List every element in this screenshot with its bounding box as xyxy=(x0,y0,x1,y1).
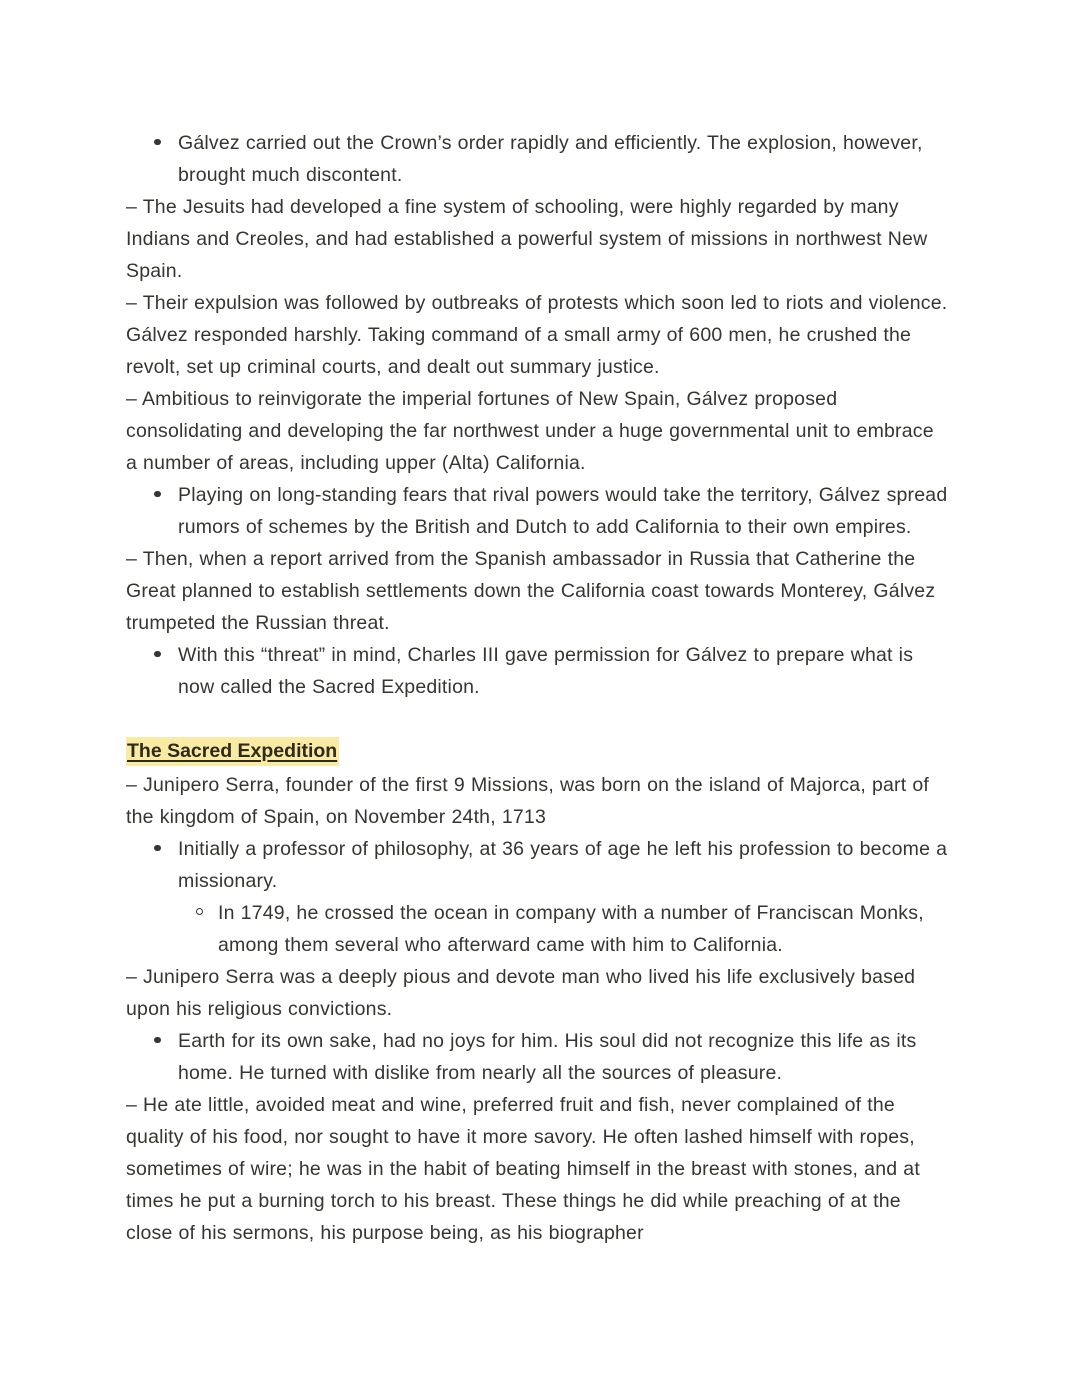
bullet-disc-icon xyxy=(154,833,161,865)
list-item[interactable] xyxy=(126,639,950,703)
paragraph[interactable]: – The Jesuits had developed a fine system of schooling, were highly regarded by many Indians and Creoles, and had established a powerful system of missions in northwest New Spain. xyxy=(126,196,928,282)
paragraph[interactable]: – Ambitious to reinvigorate the imperial fortunes of New Spain, Gálvez proposed consolidating and developing the far northwest under a huge governmental unit to embrace a number of areas, including upper (Alta) California. xyxy=(126,388,934,474)
list-item[interactable] xyxy=(126,127,950,191)
sub-list-item-text: In 1749, he crossed the ocean in company with a number of Franciscan Monks, among them several who afterward came with him to California. xyxy=(218,902,924,956)
paragraph[interactable]: – Their expulsion was followed by outbreaks of protests which soon led to riots and violence. Gálvez responded harshly. Taking command of a small army of 600 men, he crushed the revolt, set up criminal courts, and dealt out summary justice. xyxy=(126,292,948,378)
bullet-disc-icon xyxy=(154,1025,161,1057)
paragraph[interactable]: – Then, when a report arrived from the Spanish ambassador in Russia that Catherine the Great planned to establish settlements down the California coast towards Monterey, Gálvez trumpeted the Russian threat. xyxy=(126,548,936,634)
list-item-text: With this “threat” in mind, Charles III gave permission for Gálvez to prepare what is now called the Sacred Expedition. xyxy=(178,644,914,698)
paragraph[interactable]: – Junipero Serra, founder of the first 9 Missions, was born on the island of Majorca, part of the kingdom of Spain, on November 24th, 1713 xyxy=(126,774,929,828)
bullet-circle-icon xyxy=(196,897,203,929)
blank-line xyxy=(126,703,950,735)
list-item[interactable] xyxy=(126,833,950,897)
section-heading[interactable] xyxy=(126,735,950,769)
list-item-text: Playing on long-standing fears that rival powers would take the territory, Gálvez spread rumors of schemes by the British and Dutch to add California to their own empires. xyxy=(178,484,948,538)
bullet-disc-icon xyxy=(154,479,161,511)
bullet-disc-icon xyxy=(154,127,161,159)
list-item-text: Earth for its own sake, had no joys for him. His soul did not recognize this life as its home. He turned with dislike from nearly all the sources of pleasure. xyxy=(178,1030,917,1084)
sub-list-item[interactable] xyxy=(126,897,950,961)
section-heading-text: The Sacred Expedition xyxy=(126,737,339,766)
list-item[interactable] xyxy=(126,479,950,543)
bullet-disc-icon xyxy=(154,639,161,671)
list-item-text: Gálvez carried out the Crown’s order rapidly and efficiently. The explosion, however, brought much discontent. xyxy=(178,132,923,186)
document-body xyxy=(126,127,950,1249)
list-item[interactable] xyxy=(126,1025,950,1089)
list-item-text: Initially a professor of philosophy, at 36 years of age he left his profession to become a missionary. xyxy=(178,838,948,892)
paragraph[interactable]: – Junipero Serra was a deeply pious and devote man who lived his life exclusively based upon his religious convictions. xyxy=(126,966,916,1020)
paragraph[interactable]: – He ate little, avoided meat and wine, preferred fruit and fish, never complained of the quality of his food, nor sought to have it more savory. He often lashed himself with ropes, sometimes of wire; he was in the habit of beating himself in the breast with stones, and at times he put a burning torch to his breast. These things he did while preaching of at the close of his sermons, his purpose being, as his biographer xyxy=(126,1094,920,1244)
